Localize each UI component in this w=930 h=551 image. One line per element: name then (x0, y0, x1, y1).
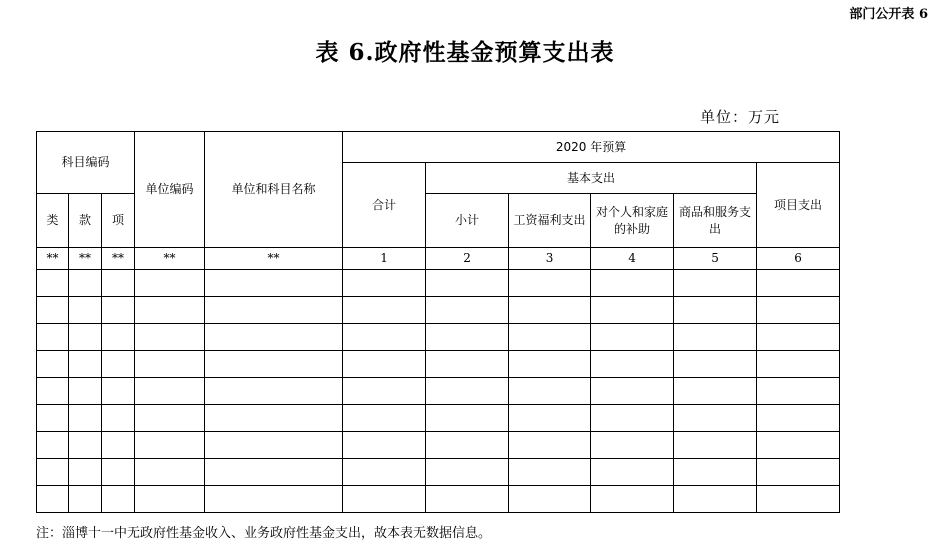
table-cell (591, 351, 674, 378)
table-row (37, 378, 840, 405)
table-cell (343, 297, 426, 324)
table-cell (205, 459, 343, 486)
table-row (37, 432, 840, 459)
table-cell (37, 432, 69, 459)
table-cell (37, 297, 69, 324)
table-cell (757, 297, 840, 324)
table-cell (757, 486, 840, 513)
code-cell: ** (205, 248, 343, 270)
table-cell (102, 378, 135, 405)
table-cell (509, 459, 591, 486)
table-cell (674, 270, 757, 297)
table-cell (426, 351, 509, 378)
table-cell (205, 486, 343, 513)
code-cell: 2 (426, 248, 509, 270)
code-cell: 3 (509, 248, 591, 270)
budget-table (36, 131, 840, 513)
table-cell (102, 432, 135, 459)
table-cell (37, 459, 69, 486)
table-cell (205, 297, 343, 324)
footnote: 注：淄博十一中无政府性基金收入、业务政府性基金支出，故本表无数据信息。 (36, 526, 492, 541)
table-cell (426, 297, 509, 324)
table-cell (343, 324, 426, 351)
table-cell (591, 324, 674, 351)
code-cell: ** (69, 248, 102, 270)
table-cell (135, 297, 205, 324)
table-cell (674, 459, 757, 486)
table-cell (674, 486, 757, 513)
table-cell (102, 405, 135, 432)
table-cell (509, 324, 591, 351)
table-cell (426, 270, 509, 297)
table-cell (591, 486, 674, 513)
table-row (37, 459, 840, 486)
table-cell (674, 297, 757, 324)
table-cell (102, 459, 135, 486)
table-cell (509, 486, 591, 513)
header-salary-welfare: 工资福利支出 (509, 194, 591, 248)
unit-label: 单位：万元 (700, 108, 781, 126)
table-cell (69, 324, 102, 351)
table-cell (757, 270, 840, 297)
table-cell (343, 351, 426, 378)
table-cell (426, 378, 509, 405)
table-cell (757, 324, 840, 351)
table-row (37, 270, 840, 297)
table-cell (343, 432, 426, 459)
table-cell (426, 459, 509, 486)
table-cell (591, 297, 674, 324)
table-row (37, 405, 840, 432)
table-cell (591, 378, 674, 405)
table-cell (509, 405, 591, 432)
code-cell: ** (102, 248, 135, 270)
table-row (37, 351, 840, 378)
table-cell (591, 459, 674, 486)
empty-rows (37, 270, 840, 513)
page-title: 表 6.政府性基金预算支出表 (315, 39, 615, 66)
table-cell (69, 459, 102, 486)
header-personal-family-subsidy: 对个人和家庭的补助 (591, 194, 674, 248)
table-cell (343, 486, 426, 513)
code-row (37, 248, 840, 270)
table-cell (343, 459, 426, 486)
table-cell (102, 351, 135, 378)
table-cell (69, 486, 102, 513)
table-cell (343, 405, 426, 432)
table-cell (509, 378, 591, 405)
table-cell (135, 486, 205, 513)
table-cell (135, 324, 205, 351)
table-cell (135, 405, 205, 432)
table-cell (69, 270, 102, 297)
header-budget-year: 2020 年预算 (343, 132, 840, 163)
table-row (37, 486, 840, 513)
header-basic-expenditure: 基本支出 (426, 163, 757, 194)
header-level-class: 类 (37, 194, 69, 248)
header-subtotal: 小计 (426, 194, 509, 248)
table-cell (426, 432, 509, 459)
header-total: 合计 (343, 163, 426, 248)
report-tag: 部门公开表 6 (849, 7, 928, 22)
table-cell (757, 432, 840, 459)
code-cell: ** (37, 248, 69, 270)
table-cell (205, 351, 343, 378)
table-cell (343, 378, 426, 405)
table-cell (205, 270, 343, 297)
table-cell (135, 270, 205, 297)
code-cell: ** (135, 248, 205, 270)
table-cell (426, 405, 509, 432)
header-subject-code: 科目编码 (37, 132, 135, 194)
table-cell (37, 270, 69, 297)
table-cell (135, 378, 205, 405)
table-cell (37, 324, 69, 351)
table-cell (426, 324, 509, 351)
table-row (37, 297, 840, 324)
table-cell (674, 324, 757, 351)
table-cell (757, 351, 840, 378)
table-cell (69, 405, 102, 432)
table-cell (509, 351, 591, 378)
table-cell (591, 270, 674, 297)
header-level-item: 项 (102, 194, 135, 248)
table-cell (102, 270, 135, 297)
table-cell (69, 378, 102, 405)
table-cell (205, 378, 343, 405)
table-cell (674, 432, 757, 459)
table-cell (102, 324, 135, 351)
table-cell (135, 351, 205, 378)
table-cell (674, 351, 757, 378)
code-cell: 4 (591, 248, 674, 270)
code-cell: 1 (343, 248, 426, 270)
table-cell (591, 432, 674, 459)
table-cell (37, 486, 69, 513)
table-cell (509, 270, 591, 297)
table-cell (69, 297, 102, 324)
table-cell (757, 378, 840, 405)
table-cell (205, 432, 343, 459)
table-cell (205, 324, 343, 351)
table-cell (757, 405, 840, 432)
table-cell (674, 378, 757, 405)
table-cell (205, 405, 343, 432)
table-cell (102, 486, 135, 513)
table-cell (69, 432, 102, 459)
table-row (37, 324, 840, 351)
table-cell (37, 405, 69, 432)
code-cell: 6 (757, 248, 840, 270)
table-cell (69, 351, 102, 378)
table-cell (102, 297, 135, 324)
table-cell (509, 297, 591, 324)
table-cell (591, 405, 674, 432)
table-cell (37, 351, 69, 378)
header-unit-code: 单位编码 (135, 132, 205, 248)
table-cell (674, 405, 757, 432)
table-cell (135, 459, 205, 486)
header-goods-services: 商品和服务支出 (674, 194, 757, 248)
table-cell (37, 378, 69, 405)
table-cell (343, 270, 426, 297)
code-cell: 5 (674, 248, 757, 270)
header-level-section: 款 (69, 194, 102, 248)
table-cell (757, 459, 840, 486)
header-project-expenditure: 项目支出 (757, 163, 840, 248)
table-cell (135, 432, 205, 459)
table-cell (509, 432, 591, 459)
table-cell (426, 486, 509, 513)
header-unit-subject-name: 单位和科目名称 (205, 132, 343, 248)
